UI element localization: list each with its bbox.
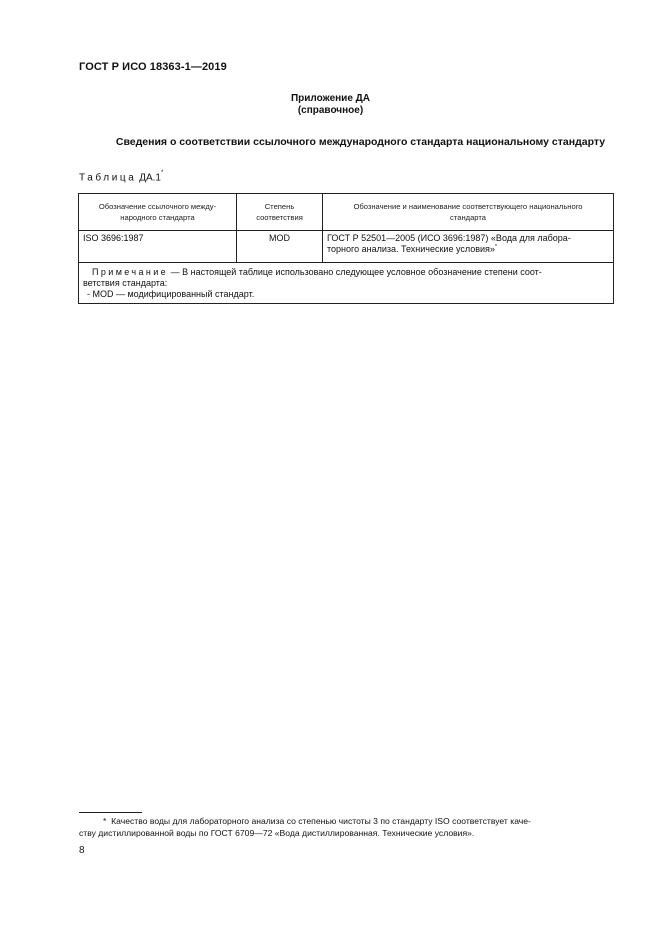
table-caption	[79, 172, 163, 183]
footnote-line1	[79, 815, 614, 827]
note-text-line1: — В настоящей таблице использовано следующее условное обозначение степени соот-	[168, 267, 542, 277]
cell-degree: MOD	[237, 231, 323, 263]
cell-international: ISO 3696:1987	[79, 231, 237, 263]
cell-national	[323, 231, 614, 263]
footnote	[79, 815, 614, 839]
section-title: Сведения о соответствии ссылочного международного стандарта национальному стандарту	[115, 136, 606, 148]
table-header-row	[79, 194, 614, 231]
header-col3-line1: Обозначение и наименование соответствующего национального	[353, 202, 583, 211]
table-row	[79, 231, 614, 263]
header-col3-line2: стандарта	[450, 213, 486, 222]
cell-national-line1: ГОСТ Р 52501—2005 (ИСО 3696:1987) «Вода для лабора-	[327, 233, 571, 243]
header-degree	[237, 194, 323, 231]
table-note	[79, 263, 614, 304]
note-line1	[83, 267, 605, 278]
header-col1-line2: народного стандарта	[120, 213, 195, 222]
footnote-line2: ству дистиллированной воды по ГОСТ 6709—72 «Вода дистиллированная. Технические условия».	[79, 828, 475, 838]
table-note-row	[79, 263, 614, 304]
cell-national-line2-wrap	[327, 244, 609, 257]
header-col2-line1: Степень	[264, 202, 295, 211]
correspondence-table	[78, 193, 614, 304]
footnote-line1-text: Качество воды для лабораторного анализа со степенью чистоты 3 по стандарту ISO соответствует каче-	[111, 816, 531, 826]
footnote-mark: *	[103, 816, 107, 826]
table-caption-label: Таблица	[79, 172, 137, 184]
appendix-title: Приложение ДА	[290, 93, 371, 104]
cell-national-footnote-mark: *	[494, 244, 498, 250]
footnote-divider	[79, 812, 142, 813]
page-number: 8	[79, 845, 85, 856]
table-caption-footnote-mark: *	[161, 170, 164, 176]
note-label: Примечание	[92, 267, 169, 277]
header-col2-line2: соответствия	[256, 213, 303, 222]
note-text-line2: ветствия стандарта:	[83, 278, 168, 288]
document-code: ГОСТ Р ИСО 18363-1—2019	[79, 61, 227, 73]
appendix-subtitle: (справочное)	[297, 105, 364, 116]
header-international-standard	[79, 194, 237, 231]
cell-national-line2: торного анализа. Технические условия»	[327, 244, 495, 254]
header-col1-line1: Обозначение ссылочного между-	[98, 202, 217, 211]
header-national-standard	[323, 194, 614, 231]
note-item: - MOD — модифицированный стандарт.	[87, 289, 255, 299]
table-caption-number: ДА.1	[139, 172, 161, 184]
